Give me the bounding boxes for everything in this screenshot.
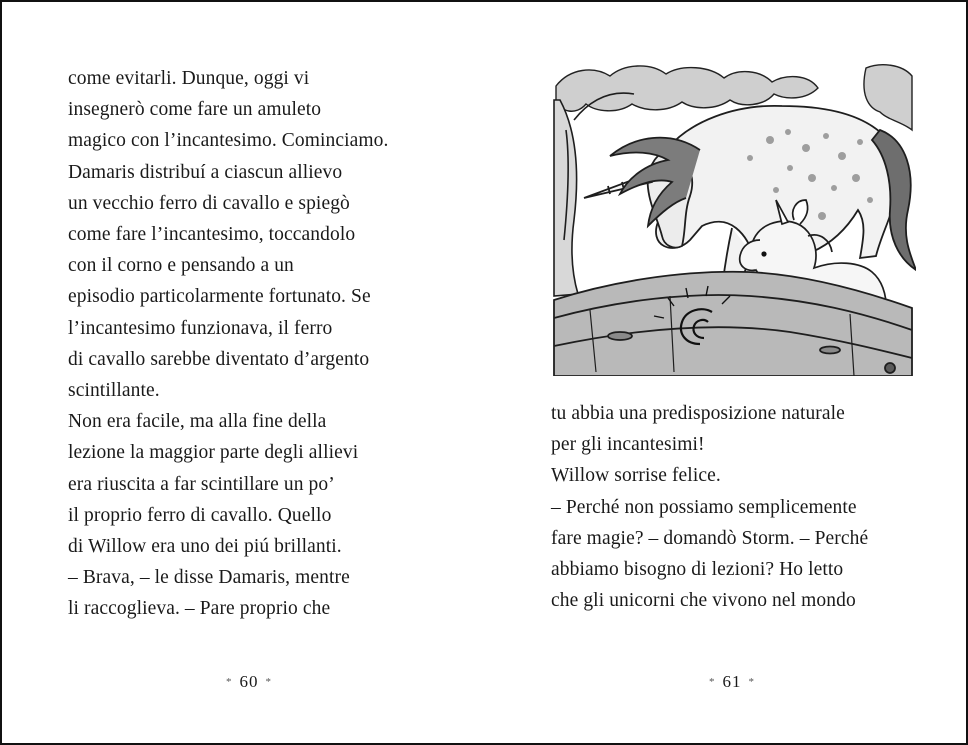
text-line: l’incantesimo funzionava, il ferro: [68, 317, 333, 339]
text-line: – Perché non possiamo semplicemente: [551, 496, 857, 518]
text-line: un vecchio ferro di cavallo e spiegò: [68, 192, 350, 214]
text-line: Damaris distribuí a ciascun allievo: [68, 161, 343, 183]
text-line: Willow sorrise felice.: [551, 465, 721, 487]
text-line: era riuscita a far scintillare un po’: [68, 473, 335, 495]
text-line: Non era facile, ma alla fine della: [68, 411, 327, 433]
page-number: 61: [722, 672, 742, 691]
right-page-text: [551, 398, 868, 616]
text-line: abbiamo bisogno di lezioni? Ho letto: [551, 559, 844, 581]
text-line: scintillante.: [68, 380, 160, 402]
text-line: con il corno e pensando a un: [68, 255, 294, 277]
page-number-left: [219, 672, 279, 692]
text-line: come fare l’incantesimo, toccandolo: [68, 224, 356, 246]
text-line: magico con l’incantesimo. Cominciamo.: [68, 130, 389, 152]
text-line: tu abbia una predisposizione naturale: [551, 403, 845, 424]
unicorn-foal-horseshoe-illustration: [550, 60, 916, 376]
page-number: 60: [239, 672, 259, 691]
folio-star-icon: *: [265, 676, 272, 688]
left-page-text: [68, 63, 389, 625]
text-line: per gli incantesimi!: [551, 434, 705, 456]
text-line: come evitarli. Dunque, oggi vi: [68, 68, 310, 89]
text-line: insegnerò come fare un amuleto: [68, 99, 322, 121]
text-line: di cavallo sarebbe diventato d’argento: [68, 348, 370, 370]
folio-star-icon: *: [748, 676, 755, 688]
text-line: lezione la maggior parte degli allievi: [68, 442, 359, 464]
text-line: fare magie? – domandò Storm. – Perché: [551, 527, 869, 549]
page-number-right: [702, 672, 762, 692]
text-line: che gli unicorni che vivono nel mondo: [551, 590, 856, 612]
text-line: episodio particolarmente fortunato. Se: [68, 286, 371, 308]
folio-star-icon: *: [709, 676, 716, 688]
text-line: li raccoglieva. – Pare proprio che: [68, 598, 331, 620]
text-line: il proprio ferro di cavallo. Quello: [68, 504, 332, 526]
folio-star-icon: *: [226, 676, 233, 688]
text-line: di Willow era uno dei piú brillanti.: [68, 536, 342, 558]
text-line: – Brava, – le disse Damaris, mentre: [68, 567, 350, 589]
right-page: [484, 0, 968, 745]
